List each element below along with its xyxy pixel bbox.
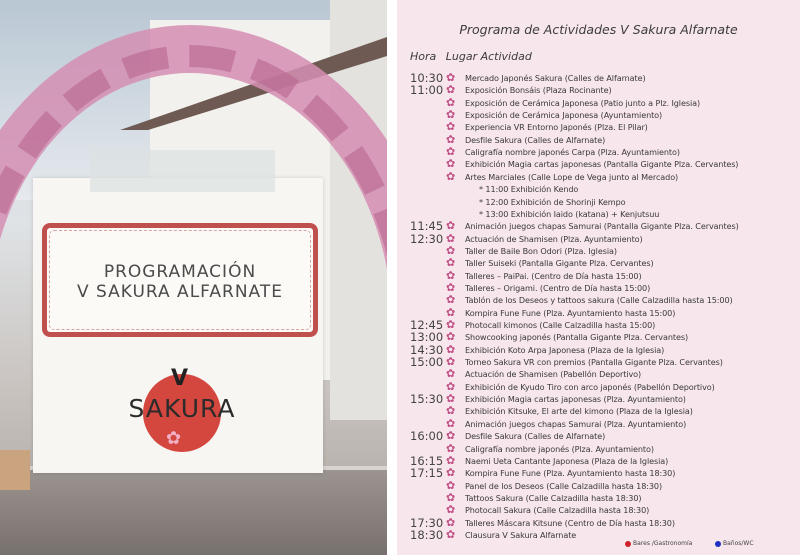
- legend-item: [625, 540, 692, 547]
- program-row: [397, 208, 800, 220]
- flower-icon: ✿: [446, 157, 456, 171]
- row-activity: Kompira Fune Fune (Plza. Ayuntamiento hasta 18:30): [465, 468, 676, 479]
- program-row: [397, 233, 800, 245]
- program-row: [397, 257, 800, 269]
- row-activity: Talleres Máscara Kitsune (Centro de Día hasta 18:30): [465, 517, 675, 528]
- row-activity: Mercado Japonés Sakura (Calles de Alfarnate): [465, 73, 646, 83]
- flower-icon: ✿: [446, 219, 456, 233]
- row-activity: Naemi Ueta Cantante Japonesa (Plaza de la Iglesia): [465, 455, 669, 466]
- row-activity: Tablón de los Deseos y tattoos sakura (Calle Calzadilla hasta 15:00): [465, 295, 733, 306]
- program-row: [397, 467, 800, 479]
- row-activity: Taller de Baile Bon Odori (Plza. Iglesia): [465, 245, 617, 256]
- program-header: [410, 50, 538, 63]
- flower-icon: ✿: [446, 379, 456, 393]
- program-row: [397, 443, 800, 455]
- program-row: [397, 121, 800, 133]
- row-activity: * 12:00 Exhibición de Shorinji Kempo: [479, 196, 626, 207]
- program-row: [397, 430, 800, 442]
- row-activity: Animación juegos chapas Samurai (Pantalla Gigante Plza. Cervantes): [465, 221, 739, 232]
- flower-icon: ✿: [446, 243, 456, 257]
- row-activity: Exhibición Kitsuke, El arte del kimono (Plaza de la Iglesia): [465, 406, 693, 417]
- flower-icon: ✿: [446, 95, 456, 109]
- row-activity: Exhibición Magia cartas japonesas (Pantalla Gigante Plza. Cervantes): [465, 159, 739, 170]
- program-row: [397, 183, 800, 195]
- row-time: 12:45: [410, 318, 444, 332]
- row-activity: Caligrafía nombre japonés (Plza. Ayuntamiento): [465, 443, 654, 454]
- flower-icon: ✿: [446, 268, 456, 282]
- program-row: [397, 134, 800, 146]
- row-activity: Talleres – Origami. (Centro de Día hasta 15:00): [465, 282, 651, 293]
- row-time: 13:00: [410, 330, 444, 345]
- flower-icon: ✿: [446, 169, 456, 183]
- row-time: 17:15: [410, 466, 444, 481]
- flower-icon: ✿: [446, 466, 456, 480]
- cherry-blossom-icon: ✿: [166, 428, 182, 449]
- legend-dot-icon: [625, 541, 631, 547]
- flower-icon: ✿: [446, 453, 456, 467]
- program-row: [397, 492, 800, 504]
- flower-icon: ✿: [446, 132, 456, 146]
- flower-icon: ✿: [446, 416, 456, 430]
- flower-icon: ✿: [446, 392, 456, 406]
- flower-icon: ✿: [446, 120, 456, 134]
- flower-icon: ✿: [446, 145, 456, 159]
- legend-label: Bares /Gastronomía: [633, 540, 693, 547]
- flower-icon: ✿: [446, 256, 456, 270]
- row-activity: Exposición de Cerámica Japonesa (Patio junto a Plz. Iglesia): [465, 97, 701, 108]
- flower-icon: ✿: [446, 71, 456, 84]
- row-time: 14:30: [410, 342, 444, 357]
- row-time: 18:30: [410, 527, 444, 542]
- row-activity: Torneo Sakura VR con premios (Pantalla Gigante Plza. Cervantes): [465, 357, 723, 368]
- row-activity: Experiencia VR Entorno Japonés (Plza. El Pilar): [465, 122, 648, 133]
- row-time: 17:30: [410, 515, 444, 530]
- row-activity: Actuación de Shamisen (Plza. Ayuntamiento): [465, 233, 643, 244]
- program-row: [397, 146, 800, 158]
- row-time: 12:30: [410, 231, 444, 246]
- row-activity: Desfile Sakura (Calles de Alfarnate): [465, 431, 606, 442]
- flower-icon: ✿: [446, 330, 456, 344]
- flower-icon: ✿: [446, 280, 456, 294]
- program-row: [397, 109, 800, 121]
- row-activity: Artes Marciales (Calle Lope de Vega junto al Mercado): [465, 171, 679, 182]
- legend-label: Baños/WC: [723, 540, 754, 547]
- program-row: [397, 282, 800, 294]
- col-lugar: Lugar Actividad: [445, 50, 532, 63]
- flower-icon: ✿: [446, 490, 456, 504]
- program-row: [397, 196, 800, 208]
- cover-title: [42, 262, 318, 302]
- program-row: [397, 220, 800, 232]
- flower-icon: ✿: [446, 527, 456, 541]
- row-activity: Actuación de Shamisen (Pabellón Deportivo): [465, 369, 642, 380]
- program-row: [397, 158, 800, 170]
- program-row: [397, 381, 800, 393]
- program-row: [397, 270, 800, 282]
- row-activity: Talleres – PaiPai. (Centro de Día hasta 15:00): [465, 270, 642, 281]
- flower-icon: ✿: [446, 478, 456, 492]
- row-activity: Exhibición Magia cartas japonesas (Plza. Ayuntamiento): [465, 394, 686, 405]
- row-activity: * 11:00 Exhibición Kendo: [479, 184, 579, 195]
- flower-icon: ✿: [446, 342, 456, 356]
- cover-title-line1: PROGRAMACIÓN: [103, 262, 257, 282]
- program-row: [397, 517, 800, 529]
- row-activity: Exhibición de Kyudo Tiro con arco japonés (Pabellón Deportivo): [465, 381, 715, 392]
- program-row: [397, 171, 800, 183]
- program-row: [397, 393, 800, 405]
- program-row: [397, 504, 800, 516]
- program-row: [397, 418, 800, 430]
- row-activity: Animación juegos chapas Samurai (Plza. Ayuntamiento): [465, 418, 687, 429]
- flower-icon: ✿: [446, 367, 456, 381]
- row-activity: Tattoos Sakura (Calle Calzadilla hasta 18:30): [465, 492, 642, 503]
- program-row: [397, 344, 800, 356]
- legend-dot-icon: [715, 541, 721, 547]
- row-time: 15:30: [410, 392, 444, 407]
- row-activity: * 13:00 Exhibición Iaido (katana) + Kenjutsuu: [479, 208, 660, 219]
- flower-icon: ✿: [446, 293, 456, 307]
- program-row: [397, 480, 800, 492]
- program-row: [397, 307, 800, 319]
- row-time: 11:45: [410, 219, 444, 234]
- flower-icon: ✿: [446, 429, 456, 443]
- cover-photo: [0, 0, 387, 555]
- program-row: [397, 368, 800, 380]
- row-activity: Exposición de Cerámica Japonesa (Ayuntamiento): [465, 110, 663, 121]
- row-time: 11:00: [410, 83, 444, 98]
- legend-item: [715, 540, 754, 547]
- row-time: 16:00: [410, 429, 444, 444]
- flower-icon: ✿: [446, 515, 456, 529]
- flower-icon: ✿: [446, 108, 456, 122]
- logo-text: SAKURA: [128, 394, 236, 423]
- program-row: [397, 405, 800, 417]
- cover-title-line2: V SAKURA ALFARNATE: [77, 282, 283, 302]
- flower-icon: ✿: [446, 503, 456, 517]
- row-activity: Clausura V Sakura Alfarnate: [465, 529, 577, 540]
- flower-icon: ✿: [446, 83, 456, 97]
- program-row: [397, 455, 800, 467]
- col-hora: Hora: [410, 50, 437, 63]
- row-activity: Panel de los Deseos (Calle Calzadilla hasta 18:30): [465, 480, 663, 491]
- program-row: [397, 294, 800, 306]
- row-time: 16:15: [410, 453, 444, 468]
- row-activity: Photocall Sakura (Calle Calzadilla hasta 18:30): [465, 505, 650, 516]
- row-activity: Photocall kimonos (Calle Calzadilla hasta 15:00): [465, 320, 656, 330]
- row-activity: Taller Suiseki (Pantalla Gigante Plza. Cervantes): [465, 258, 654, 269]
- program-row: [397, 245, 800, 257]
- row-time: 15:00: [410, 355, 444, 370]
- row-time: 10:30: [410, 71, 444, 85]
- program-row: [397, 319, 800, 331]
- program-panel: [397, 0, 800, 555]
- program-title: Programa de Actividades V Sakura Alfarnate: [459, 22, 738, 37]
- logo-mark: V: [171, 366, 189, 391]
- row-activity: Kompira Fune Fune (Plza. Ayuntamiento hasta 15:00): [465, 307, 676, 318]
- tape: [90, 150, 275, 192]
- flower-icon: ✿: [446, 231, 456, 245]
- row-activity: Desfile Sakura (Calles de Alfarnate): [465, 134, 606, 145]
- flower-icon: ✿: [446, 441, 456, 455]
- flower-icon: ✿: [446, 305, 456, 319]
- flower-icon: ✿: [446, 318, 456, 331]
- program-row: [397, 331, 800, 343]
- row-activity: Exhibición Koto Arpa Japonesa (Plaza de la Iglesia): [465, 344, 665, 355]
- row-activity: Exposición Bonsáis (Plaza Rocinante): [465, 85, 612, 96]
- row-activity: Showcooking japonés (Pantalla Gigante Plza. Cervantes): [465, 332, 689, 343]
- row-activity: Caligrafía nombre japonés Carpa (Plza. Ayuntamiento): [465, 147, 680, 158]
- program-row: [397, 97, 800, 109]
- program-row: [397, 84, 800, 96]
- program-row: [397, 356, 800, 368]
- program-row: [397, 72, 800, 84]
- flower-icon: ✿: [446, 404, 456, 418]
- flower-icon: ✿: [446, 355, 456, 369]
